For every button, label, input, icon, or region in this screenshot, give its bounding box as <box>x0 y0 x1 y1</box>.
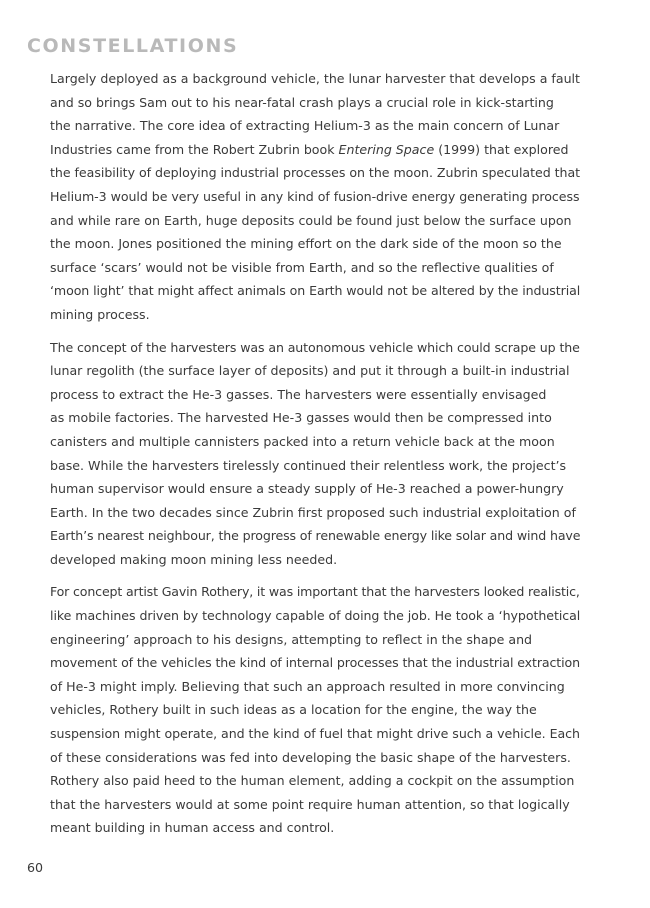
paragraph-3 <box>50 580 580 840</box>
text-line: Earth’s nearest neighbour, the progress of renewable energy like solar and wind have <box>50 528 581 544</box>
text-line: The concept of the harvesters was an autonomous vehicle which could scrape up the <box>50 339 580 355</box>
text-line: base. While the harvesters tirelessly continued their relentless work, the project’s <box>50 457 567 473</box>
text-fragment: Industries came from the Robert Zubrin book <box>50 141 339 157</box>
text-line: vehicles, Rothery built in such ideas as a location for the engine, the way the <box>50 702 537 718</box>
body-text <box>50 67 580 849</box>
text-line: and so brings Sam out to his near-fatal crash plays a crucial role in kick-starting <box>50 94 554 110</box>
text-line <box>50 138 580 162</box>
paragraph-2 <box>50 336 580 572</box>
text-line: Helium-3 would be very useful in any kind of fusion-drive energy generating process <box>50 188 580 204</box>
paragraph-1 <box>50 67 580 327</box>
text-line: and while rare on Earth, huge deposits could be found just below the surface upon <box>50 212 572 228</box>
text-line: Largely deployed as a background vehicle, the lunar harvester that develops a fault <box>50 71 580 86</box>
text-line: engineering’ approach to his designs, attempting to reflect in the shape and <box>50 631 533 647</box>
text-line: Earth. In the two decades since Zubrin first proposed such industrial exploitation of <box>50 504 576 520</box>
text-line: human supervisor would ensure a steady supply of He-3 reached a power-hungry <box>50 481 564 497</box>
section-title: CONSTELLATIONS <box>27 35 239 57</box>
text-line: like machines driven by technology capable of doing the job. He took a ‘hypothetical <box>50 608 581 624</box>
text-line: meant building in human access and control. <box>50 820 335 836</box>
text-line: surface ‘scars’ would not be visible from Earth, and so the reflective qualities of <box>50 259 554 275</box>
text-line: ‘moon light’ that might affect animals on Earth would not be altered by the industrial <box>50 283 581 299</box>
text-line: of these considerations was fed into developing the basic shape of the harvesters. <box>50 749 571 765</box>
text-line: Rothery also paid heed to the human element, adding a cockpit on the assumption <box>50 773 575 789</box>
text-line: developed making moon mining less needed. <box>50 551 338 567</box>
text-line: process to extract the He-3 gasses. The harvesters were essentially envisaged <box>50 386 547 402</box>
text-line: movement of the vehicles the kind of internal processes that the industrial extraction <box>50 655 580 671</box>
page-number: 60 <box>27 860 44 875</box>
text-line: suspension might operate, and the kind of fuel that might drive such a vehicle. Each <box>50 726 580 742</box>
book-title: Entering Space <box>338 141 435 157</box>
text-line: that the harvesters would at some point require human attention, so that logically <box>50 796 570 812</box>
text-line: For concept artist Gavin Rothery, it was important that the harvesters looked realistic, <box>50 584 580 600</box>
text-fragment: (1999) that explored <box>434 141 569 157</box>
text-line: the feasibility of deploying industrial processes on the moon. Zubrin speculated that <box>50 165 581 181</box>
text-line: of He-3 might imply. Believing that such an approach resulted in more convincing <box>50 678 565 694</box>
text-line: the narrative. The core idea of extracting Helium-3 as the main concern of Lunar <box>50 118 560 134</box>
text-line: the moon. Jones positioned the mining effort on the dark side of the moon so the <box>50 236 562 252</box>
text-line: lunar regolith (the surface layer of deposits) and put it through a built-in industrial <box>50 363 570 379</box>
text-line: mining process. <box>50 306 150 322</box>
text-line: as mobile factories. The harvested He-3 gasses would then be compressed into <box>50 410 552 426</box>
text-line: canisters and multiple cannisters packed into a return vehicle back at the moon <box>50 433 555 449</box>
